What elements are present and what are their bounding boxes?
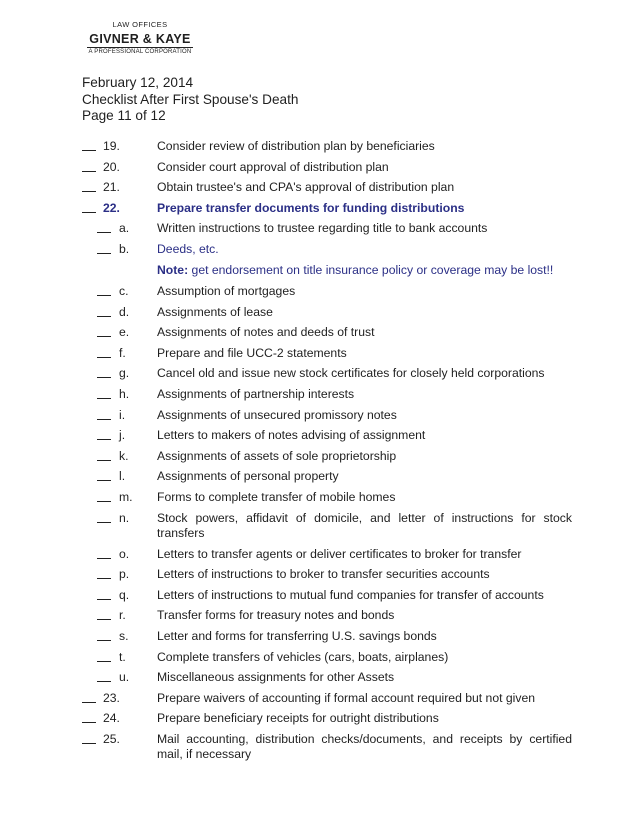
item-letter: d. <box>119 304 130 319</box>
checkbox-blank <box>97 377 111 378</box>
checkbox-blank <box>97 640 111 641</box>
item-letter: r. <box>119 608 126 623</box>
document-header <box>82 75 298 125</box>
item-text: Stock powers, affidavit of domicile, and letter of instructions for stock transfers <box>157 510 572 540</box>
checkbox-blank <box>97 460 111 461</box>
item-text: Letters of instructions to mutual fund companies for transfer of accounts <box>157 587 544 602</box>
checklist-subitem-o <box>82 547 572 568</box>
checklist-subitem-g <box>82 366 572 387</box>
checkbox-blank <box>97 619 111 620</box>
item-text: Assumption of mortgages <box>157 284 296 299</box>
checklist-subitem-k <box>82 449 572 470</box>
checkbox-blank <box>82 722 96 723</box>
document-title: Checklist After First Spouse's Death <box>82 91 299 107</box>
item-letter: t. <box>119 649 126 664</box>
item-number: 24. <box>103 711 120 726</box>
item-letter: a. <box>119 221 130 236</box>
checklist-subitem-u <box>82 670 572 691</box>
checklist-subitem-l <box>82 469 572 490</box>
item-text: Cancel old and issue new stock certificates for closely held corporations <box>157 366 545 381</box>
checkbox-blank <box>82 212 96 213</box>
item-text: Prepare beneficiary receipts for outright distributions <box>157 711 439 726</box>
checklist-subitem-e <box>82 325 572 346</box>
title-insurance-note <box>82 263 572 285</box>
item-number: 23. <box>103 690 120 705</box>
item-text: Prepare transfer documents for funding distributions <box>157 200 465 215</box>
item-letter: u. <box>119 670 130 685</box>
checkbox-blank <box>82 150 96 151</box>
checklist-subitem-i <box>82 408 572 429</box>
item-text: Prepare and file UCC-2 statements <box>157 345 347 360</box>
item-text: Prepare waivers of accounting if formal account required but not given <box>157 690 536 705</box>
checkbox-blank <box>97 501 111 502</box>
item-letter: f. <box>119 345 126 360</box>
item-letter: c. <box>119 284 129 299</box>
item-letter: o. <box>119 546 130 561</box>
checklist-subitem-c <box>82 284 572 305</box>
checkbox-blank <box>82 743 96 744</box>
item-text: Letters of instructions to broker to transfer securities accounts <box>157 567 490 582</box>
item-text: Consider review of distribution plan by beneficiaries <box>157 139 435 153</box>
item-text: Obtain trustee's and CPA's approval of distribution plan <box>157 180 455 195</box>
checkbox-blank <box>97 522 111 523</box>
item-text: Letter and forms for transferring U.S. savings bonds <box>157 628 437 643</box>
item-text: Complete transfers of vehicles (cars, boats, airplanes) <box>157 649 449 664</box>
item-letter: q. <box>119 587 130 602</box>
item-text: Written instructions to trustee regarding title to bank accounts <box>157 221 488 236</box>
item-text: Letters to transfer agents or deliver certificates to broker for transfer <box>157 546 522 561</box>
checkbox-blank <box>97 480 111 481</box>
item-letter: l. <box>119 469 126 484</box>
checkbox-blank <box>97 232 111 233</box>
item-text: Assignments of unsecured promissory notes <box>157 407 397 422</box>
item-number: 25. <box>103 731 120 746</box>
note-prefix: Note: <box>157 262 189 277</box>
checkbox-blank <box>82 702 96 703</box>
item-text: Miscellaneous assignments for other Assets <box>157 670 395 685</box>
item-letter: h. <box>119 387 130 402</box>
page-number: Page 11 of 12 <box>82 108 166 123</box>
note-text <box>157 263 572 278</box>
checkbox-blank <box>97 316 111 317</box>
item-text: Assignments of lease <box>157 304 273 319</box>
item-text: Assignments of partnership interests <box>157 387 355 402</box>
checklist-subitem-s <box>82 629 572 650</box>
item-number: 19. <box>103 139 120 153</box>
checkbox-blank <box>82 171 96 172</box>
checklist-subitem-t <box>82 650 572 671</box>
checklist-subitem-n <box>82 511 572 547</box>
checklist-subitem-f <box>82 346 572 367</box>
item-letter: n. <box>119 510 130 525</box>
checkbox-blank <box>97 661 111 662</box>
letterhead-corporation: A PROFESSIONAL CORPORATION <box>88 49 192 55</box>
checkbox-blank <box>97 253 111 254</box>
item-letter: p. <box>119 567 130 582</box>
checklist-item-23 <box>82 691 572 712</box>
checkbox-blank <box>97 419 111 420</box>
checklist-item-22 <box>82 201 572 222</box>
item-text: Assignments of notes and deeds of trust <box>157 325 375 340</box>
item-letter: i. <box>119 407 126 422</box>
checkbox-blank <box>97 578 111 579</box>
checklist-subitem-r <box>82 608 572 629</box>
item-letter: s. <box>119 628 129 643</box>
item-letter: k. <box>119 448 129 463</box>
item-text: Assignments of personal property <box>157 469 339 484</box>
checklist-subitem-h <box>82 387 572 408</box>
letterhead-offices: LAW OFFICES <box>112 20 168 29</box>
checkbox-blank <box>97 681 111 682</box>
checkbox-blank <box>97 357 111 358</box>
checkbox-blank <box>97 439 111 440</box>
item-letter: e. <box>119 325 130 340</box>
item-number: 20. <box>103 159 120 174</box>
checklist-item-21 <box>82 180 572 201</box>
checklist <box>82 139 572 768</box>
item-text: Deeds, etc. <box>157 241 219 256</box>
item-text: Mail accounting, distribution checks/documents, and receipts by certified mail, if necessary <box>157 731 572 761</box>
item-number: 22. <box>103 200 120 215</box>
checkbox-blank <box>82 191 96 192</box>
checkbox-blank <box>97 336 111 337</box>
item-text: Consider court approval of distribution plan <box>157 159 389 174</box>
item-text: Assignments of assets of sole proprietorship <box>157 448 397 463</box>
item-letter: m. <box>119 490 133 504</box>
checkbox-blank <box>97 558 111 559</box>
item-text: Letters to makers of notes advising of assignment <box>157 428 426 443</box>
item-text: Transfer forms for treasury notes and bonds <box>157 608 395 623</box>
checklist-item-24 <box>82 711 572 732</box>
note-body: get endorsement on title insurance policy or coverage may be lost!! <box>191 262 554 277</box>
item-letter: j. <box>119 428 126 443</box>
checklist-subitem-m <box>82 490 572 511</box>
letterhead-firm-name: GIVNER & KAYE <box>89 32 191 46</box>
checkbox-blank <box>97 398 111 399</box>
checklist-subitem-b <box>82 242 572 263</box>
item-text: Forms to complete transfer of mobile homes <box>157 490 396 504</box>
checkbox-blank <box>97 295 111 296</box>
checklist-item-20 <box>82 160 572 181</box>
checklist-subitem-q <box>82 588 572 609</box>
checklist-subitem-j <box>82 428 572 449</box>
letterhead <box>76 20 204 57</box>
item-letter: b. <box>119 241 130 256</box>
checklist-subitem-a <box>82 221 572 242</box>
checklist-subitem-p <box>82 567 572 588</box>
checklist-item-19 <box>82 139 572 160</box>
item-letter: g. <box>119 366 130 381</box>
checklist-subitem-d <box>82 305 572 326</box>
checklist-item-25 <box>82 732 572 768</box>
item-number: 21. <box>103 180 120 195</box>
checkbox-blank <box>97 599 111 600</box>
document-date: February 12, 2014 <box>82 75 194 90</box>
